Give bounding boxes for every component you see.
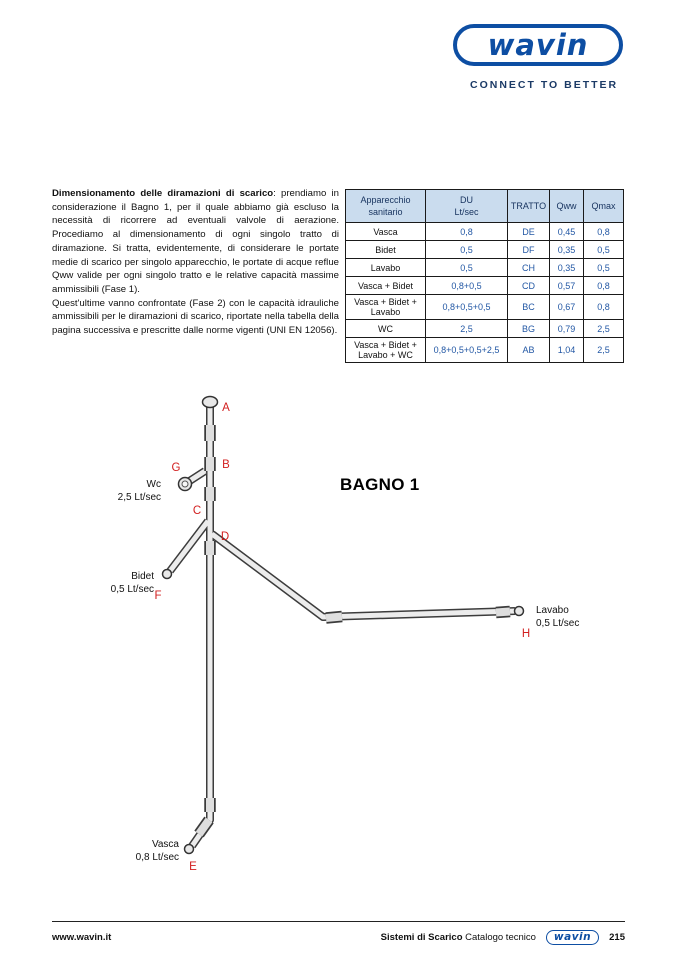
header-line: sanitario (368, 207, 403, 217)
cell-tratto: DF (508, 241, 550, 259)
cell-apparecchio: Lavabo (346, 259, 426, 277)
footer-doc-regular: Catalogo tecnico (465, 931, 536, 943)
vasca-trap-cap (185, 845, 194, 854)
footer-divider (52, 921, 625, 922)
cell-du: 0,8+0,5+0,5+2,5 (426, 338, 508, 363)
cell-qmax: 0,5 (584, 241, 624, 259)
header-line: TRATTO (510, 201, 547, 211)
cell-tratto: DE (508, 223, 550, 241)
cell-apparecchio: Vasca + Bidet + Lavabo + WC (346, 338, 426, 363)
footer-doc-title (381, 932, 536, 943)
cell-du: 0,8+0,5+0,5 (426, 295, 508, 320)
cell-du: 0,5 (426, 259, 508, 277)
cell-qmax: 0,8 (584, 277, 624, 295)
cell-apparecchio: Bidet (346, 241, 426, 259)
vasca-flow-label: 0,8 Lt/sec (135, 852, 179, 863)
header-line: DU (460, 195, 473, 205)
cell-qww: 0,35 (550, 241, 584, 259)
node-label-H: H (521, 628, 531, 640)
cell-qww: 0,67 (550, 295, 584, 320)
footer-wavin-logo-text: wavin (553, 931, 592, 943)
cell-tratto: AB (508, 338, 550, 363)
bidet-flow-label: 0,5 Lt/sec (110, 584, 154, 595)
node-label-C: C (192, 505, 202, 517)
cell-tratto: CH (508, 259, 550, 277)
brand-tagline: CONNECT TO BETTER (470, 79, 619, 91)
header-line: Lt/sec (454, 207, 479, 217)
node-label-D: D (220, 531, 230, 543)
cell-qww: 0,45 (550, 223, 584, 241)
cell-du: 0,8 (426, 223, 508, 241)
pipe-fittings (199, 425, 510, 834)
cell-apparecchio: Vasca + Bidet (346, 277, 426, 295)
cell-apparecchio: Vasca (346, 223, 426, 241)
footer-website: www.wavin.it (52, 932, 112, 943)
intro-lead-bold: Dimensionamento delle diramazioni di scarico (52, 188, 274, 199)
node-label-E: E (189, 861, 197, 873)
cell-qww: 0,57 (550, 277, 584, 295)
vasca-label: Vasca (151, 839, 179, 850)
cell-qmax: 2,5 (584, 338, 624, 363)
bidet-label: Bidet (131, 571, 154, 582)
cell-apparecchio: WC (346, 320, 426, 338)
node-label-G: G (171, 462, 181, 474)
node-label-A: A (222, 402, 230, 414)
fixture-labels (111, 479, 580, 863)
footer-doc-bold: Sistemi di Scarico (380, 931, 463, 943)
cell-qmax: 0,8 (584, 295, 624, 320)
header-line: Qmax (591, 201, 616, 211)
cell-du: 0,5 (426, 241, 508, 259)
diagram-title: BAGNO 1 (340, 475, 420, 494)
cell-qww: 1,04 (550, 338, 584, 363)
cell-qww: 0,35 (550, 259, 584, 277)
cell-tratto: BG (508, 320, 550, 338)
lavabo-flow-label: 0,5 Lt/sec (536, 618, 580, 629)
header-line: Qww (556, 201, 577, 211)
cell-du: 2,5 (426, 320, 508, 338)
wc-flow-label: 2,5 Lt/sec (117, 492, 161, 503)
header-line: Apparecchio (360, 195, 411, 205)
cell-tratto: BC (508, 295, 550, 320)
footer-wavin-logo (546, 930, 599, 945)
cell-apparecchio: Vasca + Bidet + Lavabo (346, 295, 426, 320)
bidet-trap-cap (163, 570, 172, 579)
lavabo-label: Lavabo (536, 605, 569, 616)
node-label-B: B (222, 459, 230, 471)
wc-label: Wc (146, 479, 161, 490)
lavabo-trap-cap (515, 607, 524, 616)
wavin-logo-text: wavin (487, 28, 589, 62)
intro-paragraph-2: Quest'ultime vanno confrontate (Fase 2) con le capacità idrauliche ammissibili per le diramazioni di scarico, riportate nella tabella della pagina successiva e prescritte dalle norme vigenti (UNI EN 12056). (52, 297, 339, 337)
cell-qww: 0,79 (550, 320, 584, 338)
cell-tratto: CD (508, 277, 550, 295)
footer-right-group (381, 928, 625, 946)
cell-du: 0,8+0,5 (426, 277, 508, 295)
node-label-F: F (154, 590, 162, 602)
pipe-open-end-A (203, 397, 218, 408)
intro-paragraph-1-body: : prendiamo in considerazione il Bagno 1, per il quale abbiamo già escluso la necessità di ricorrere ad eventuali valvole di aerazione. Procediamo al dimensionamento di ogni singolo tratto di diramazione. Si tratta, evidentemente, di considerare le portate medie di scarico per singolo apparecchio, le portate di acque reflue Qww valide per ogni singolo tratto e le relative capacità massime ammissibili (Fase 1). (52, 188, 339, 295)
pipe-end-caps (163, 397, 524, 854)
page-number: 215 (609, 931, 625, 943)
cell-qmax: 0,5 (584, 259, 624, 277)
cell-qmax: 0,8 (584, 223, 624, 241)
cell-qmax: 2,5 (584, 320, 624, 338)
